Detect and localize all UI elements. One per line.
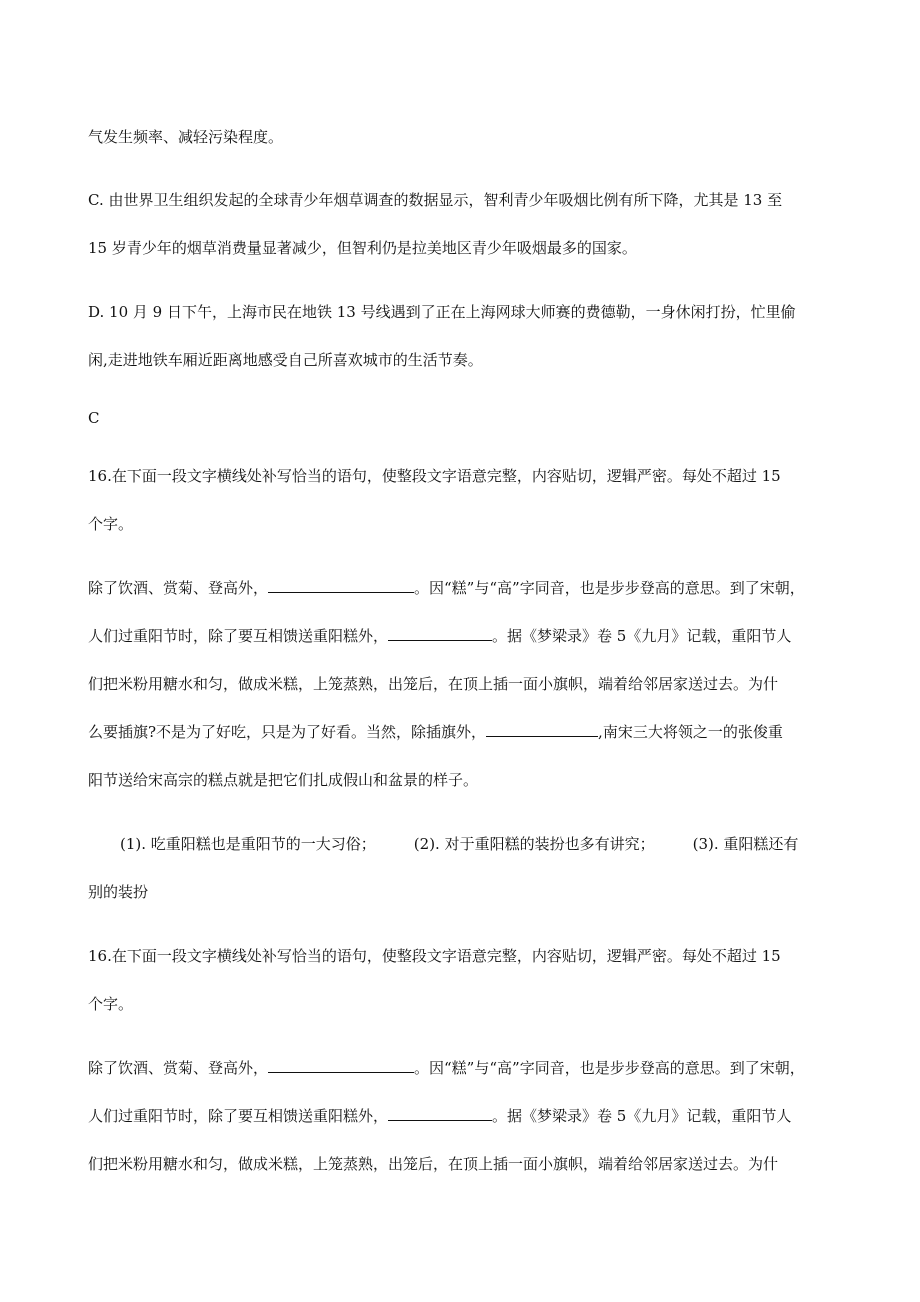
option-d-line-2: 闲,走进地铁车厢近距离地感受自己所喜欢城市的生活节奏。 xyxy=(88,351,483,369)
passage-text: ,南宋三大将领之一的张俊重 xyxy=(598,723,783,741)
answer-2: (2). 对于重阳糕的装扮也多有讲究； xyxy=(413,835,655,853)
answer-1: (1). 吃重阳糕也是重阳节的一大习俗； xyxy=(120,835,376,853)
passage-repeat-line-2 xyxy=(88,1106,791,1126)
answer-blank-3[interactable] xyxy=(486,722,598,737)
passage-text: 么要插旗?不是为了好吃，只是为了好看。当然，除插旗外， xyxy=(88,723,487,741)
passage-line-1 xyxy=(88,578,805,598)
passage-text: 。据《梦梁录》卷 5《九月》记载，重阳节人 xyxy=(492,627,792,645)
answer-blank-4[interactable] xyxy=(268,1058,414,1073)
passage-line-5: 阳节送给宋高宗的糕点就是把它们扎成假山和盆景的样子。 xyxy=(88,771,479,789)
passage-line-3: 们把米粉用糖水和匀，做成米糕，上笼蒸熟，出笼后，在顶上插一面小旗帜，端着给邻居家送过去。为什 xyxy=(88,675,779,693)
passage-repeat-line-1 xyxy=(88,1058,805,1078)
passage-text: 。因“糕”与“高”字同音，也是步步登高的意思。到了宋朝， xyxy=(414,579,805,597)
passage-line-4 xyxy=(88,722,783,742)
passage-text: 。据《梦梁录》卷 5《九月》记载，重阳节人 xyxy=(492,1107,792,1125)
passage-text: 。因“糕”与“高”字同音，也是步步登高的意思。到了宋朝， xyxy=(414,1059,805,1077)
passage-text: 人们过重阳节时，除了要互相馈送重阳糕外， xyxy=(88,1107,389,1125)
passage-text: 除了饮酒、赏菊、登高外， xyxy=(88,1059,269,1077)
answer-label: C xyxy=(88,409,100,427)
question-16-line-1: 16.在下面一段文字横线处补写恰当的语句，使整段文字语意完整，内容贴切，逻辑严密。每处不超过 15 xyxy=(88,467,781,485)
answer-3-continued: 别的装扮 xyxy=(88,883,149,901)
text-line: 气发生频率、减轻污染程度。 xyxy=(88,128,284,146)
passage-text: 除了饮酒、赏菊、登高外， xyxy=(88,579,269,597)
passage-text: 人们过重阳节时，除了要互相馈送重阳糕外， xyxy=(88,627,389,645)
question-16-repeat-line-1: 16.在下面一段文字横线处补写恰当的语句，使整段文字语意完整，内容贴切，逻辑严密。每处不超过 15 xyxy=(88,947,781,965)
option-c-line-1: C. 由世界卫生组织发起的全球青少年烟草调查的数据显示，智利青少年吸烟比例有所下降，尤其是 13 至 xyxy=(88,191,783,209)
passage-line-2 xyxy=(88,626,791,646)
answers-line xyxy=(120,834,798,854)
answer-blank-1[interactable] xyxy=(268,578,414,593)
answer-blank-2[interactable] xyxy=(388,626,492,641)
answer-blank-5[interactable] xyxy=(388,1106,492,1121)
option-c-line-2: 15 岁青少年的烟草消费量显著减少，但智利仍是拉美地区青少年吸烟最多的国家。 xyxy=(88,239,637,257)
option-d-line-1: D. 10 月 9 日下午，上海市民在地铁 13 号线遇到了正在上海网球大师赛的费德勒，一身休闲打扮，忙里偷 xyxy=(88,303,796,321)
question-16-repeat-line-2: 个字。 xyxy=(88,995,134,1013)
passage-repeat-line-3: 们把米粉用糖水和匀，做成米糕，上笼蒸熟，出笼后，在顶上插一面小旗帜，端着给邻居家送过去。为什 xyxy=(88,1155,779,1173)
question-16-line-2: 个字。 xyxy=(88,515,134,533)
answer-3: (3). 重阳糕还有 xyxy=(692,835,799,853)
